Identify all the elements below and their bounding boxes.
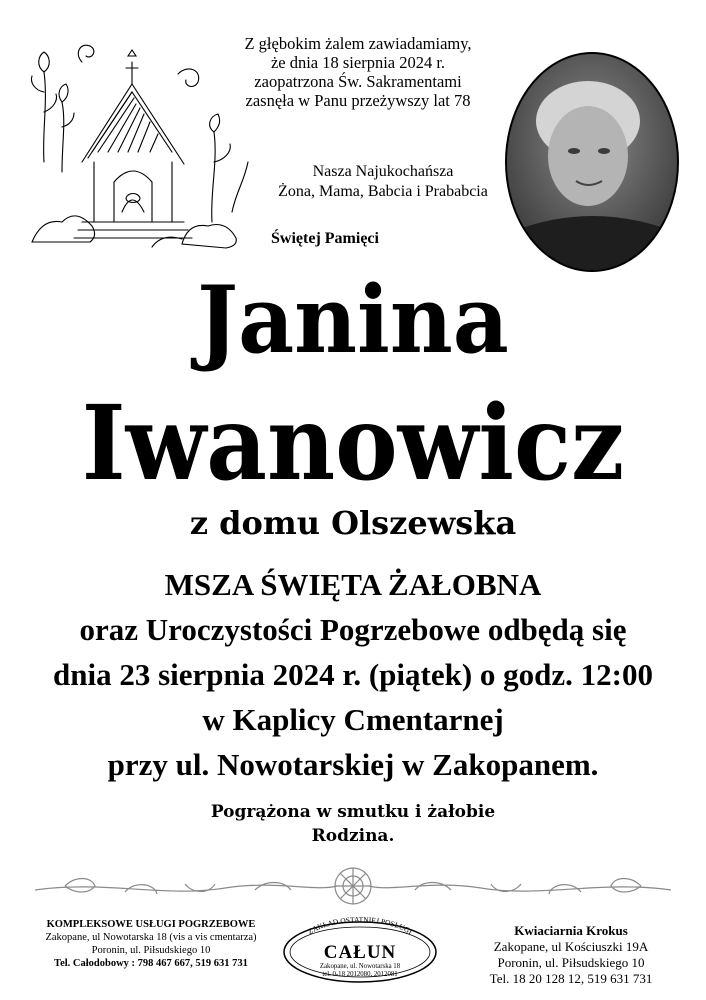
first-name: Janina [197,265,509,374]
ad-phone: Tel. 18 20 128 12, 519 631 731 [489,971,653,986]
mass-line: MSZA ŚWIĘTA ŻAŁOBNA [164,567,542,602]
ad-address: Poronin, ul. Piłsudskiego 10 [497,955,645,970]
intro-line: zaopatrzona Św. Sakramentami [254,72,462,91]
maiden-name: z domu Olszewska [189,504,517,542]
floral-divider-icon [25,862,681,908]
chapel-sketch-icon [22,22,254,252]
logo-phone: tel. 0-18 2012080, 2012081 [322,971,398,978]
ad-title: KOMPLEKSOWE USŁUGI POGRZEBOWE [46,919,256,930]
logo-address: Zakopane, ul. Nowotarska 18 [319,963,401,970]
last-name: Iwanowicz [81,383,625,504]
mourning-family-text [0,800,706,848]
mass-line: przy ul. Nowotarskiej w Zakopanem. [107,747,599,782]
family-role-text [258,162,508,202]
ad-phone: Tel. Całodobowy : 798 467 667, 519 631 731 [54,958,248,969]
intro-line: że dnia 18 sierpnia 2024 r. [270,53,446,72]
intro-line: zasnęła w Panu przeżywszy lat 78 [245,91,471,110]
grief-line: Pogrążona w smutku i żałobie [210,802,496,822]
calun-logo-icon [280,912,440,984]
mass-line: w Kaplicy Cmentarnej [202,702,504,737]
family-line: Nasza Najukochańsza [312,163,454,180]
intro-line: Z głębokim żalem zawiadamiamy, [244,34,472,53]
funeral-mass-info [0,562,706,787]
family-line: Żona, Mama, Babcia i Prababcia [278,183,488,200]
mass-line: dnia 23 sierpnia 2024 r. (piątek) o godz. 12:00 [53,657,653,692]
funeral-services-ad [16,918,286,970]
ad-address: Zakopane, ul Kościuszki 19A [493,939,649,954]
portrait-photo [504,51,680,273]
mass-line: oraz Uroczystości Pogrzebowe odbędą się [79,612,627,647]
in-memory-label: Świętej Pamięci [271,230,379,247]
grief-line: Rodzina. [311,826,395,846]
florist-ad [446,923,696,987]
logo-name: CAŁUN [323,942,397,963]
death-announcement-text [230,34,486,110]
ad-address: Zakopane, ul Nowotarska 18 (vis a vis cmentarza) [45,932,257,943]
ad-title: Kwiaciarnia Krokus [514,923,628,938]
ad-address: Poronin, ul. Piłsudskiego 10 [91,945,211,956]
logo-arc-text: ZAKŁAD OSTATNIEJ POSŁUGI [306,914,415,937]
